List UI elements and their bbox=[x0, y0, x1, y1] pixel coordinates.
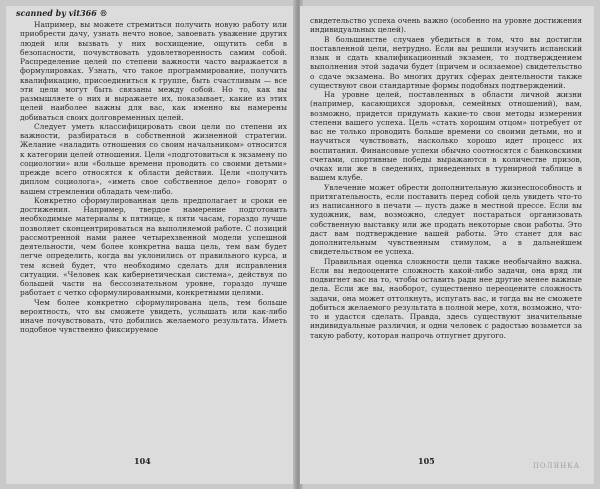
page-number-left: 104 bbox=[134, 456, 151, 466]
scan-watermark: scanned by vit366 ® bbox=[16, 8, 108, 18]
paragraph: Конкретно сформулированная цель предполагает и сроки ее достижения. Например, твердое намерение подготовить необходимые материалы к пятнице, к пяти часам, гораздо лучше позволяет сконцентрироваться на выполняемой работе. С позиций рассмотренной нами ранее четырехзвенной модели успешной деятельности, чем более конкретна ваша цель, тем вам будет легче определить, когда вы уклонились от правильного курса, и тем ясней будет, что необходимо сделать для исправления ситуации. «Человек как кибернетическая система», действуя по большей части на бессознательном уровне, гораздо лучше работает с четко сформулированными, конкретными целями. bbox=[20, 195, 287, 298]
paragraph: Правильная оценка сложности цели также необычайно важна. Если вы недооцените сложность какой-либо задачи, она вряд ли подвигнет вас на то, чтобы оставить ради нее другие менее важные дела. Если же вы, наоборот, существенно переоцените сложность задачи, она может оттолкнуть, испугать вас, и тогда вы не сможете добиться желаемого результата в полной мере, хотя, возможно, что-то и удастся сделать. Правда, здесь существуют значительные индивидуальные различия, и одни человек с радостью возьмется за такую работу, которая напрочь отпугнет другого. bbox=[310, 256, 582, 340]
paragraph: На уровне целей, поставленных в области личной жизни (например, касающихся здоровья, семейных отношений), вам, возможно, придется придумать какие-то свои методы измерения степени вашего успеха. Цель «стать хорошим отцом» потребует от вас не только проводить больше времени со своими детьми, но и научиться чувствовать, насколько хорошо идет процесс их воспитания. Финансовые успехи обычно соотносятся с банковскими счетами, спортивные победы выражаются в количестве призов, очках или же в сведениях, приведенных в турнирной таблице в вашем клубе. bbox=[310, 90, 582, 183]
left-page bbox=[6, 6, 296, 484]
left-page-text bbox=[20, 20, 287, 335]
right-page bbox=[300, 6, 594, 484]
paragraph: свидетельство успеха очень важно (особенно на уровне достижения индивидуальных целей). bbox=[310, 16, 582, 35]
paragraph: В большинстве случаев убедиться в том, что вы достигли поставленной цели, нетрудно. Если вы решили изучить испанский язык и сдать квалификационный экзамен, то подтверждением выполнения этой задачи будет (причем и осязаемое) свидетельство о сдаче экзамена. Во многих других сферах деятельности также существуют свои стандартные формы подобных подтверждений. bbox=[310, 34, 582, 90]
corner-stamp: ПОЛЯНКА bbox=[532, 462, 580, 470]
paragraph: Следует уметь классифицировать свои цели по степени их важности, разбираться в собственной жизненной стратегии. Желание «наладить отношения со своим начальником» относится к категории целей отношения. Цели «подготовиться к экзамену по социологии» или «больше времени проводить со своими детьми» прежде всего относятся к области действия. Цели «получить диплом социолога», «иметь свое собственное дело» говорят о вашем стремлении обладать чем-либо. bbox=[20, 121, 287, 196]
right-page-text bbox=[310, 16, 582, 340]
page-number-right: 105 bbox=[418, 456, 435, 466]
paragraph: Увлечение может обрести дополнительную жизнеспособность и притягательность, если поставить перед собой цель увидеть что-то из написанного в печати — пусть даже в местной прессе. Если вы художник, вам, возможно, следует постараться организовать собственную выставку или же продать некоторые свои работы. Это даст вам подтверждение вашей работы. Это станет для вас дополнительным чувственным стимулом, а в дальнейшем свидетельством ее успеха. bbox=[310, 182, 582, 257]
paragraph: Чем более конкретно сформулирована цель, тем больше вероятность, что вы сможете увидеть, услышать или как-либо иначе почувствовать, что добились желаемого результата. Иметь подобное чувственно фиксируемое bbox=[20, 297, 287, 335]
paragraph: Например, вы можете стремиться получить новую работу или приобрести дачу, узнать нечто новое, завоевать уважение других людей или вызвать у них восхищение, ощутить себя в безопасности, почувствовать удовлетворенность самим собой. Распределение целей по степени важности часто выражается в формулировках. Узнать, что такое программирование, получить квалификацию, присоединиться к группе, быть счастливым — все эти цели могут быть связаны между собой. Но то, как вы размышляете о них и выражаете их, показывает, какие из этих целей наиболее важны для вас, как именно вы намерены добиваться своих долговременных целей. bbox=[20, 20, 287, 122]
